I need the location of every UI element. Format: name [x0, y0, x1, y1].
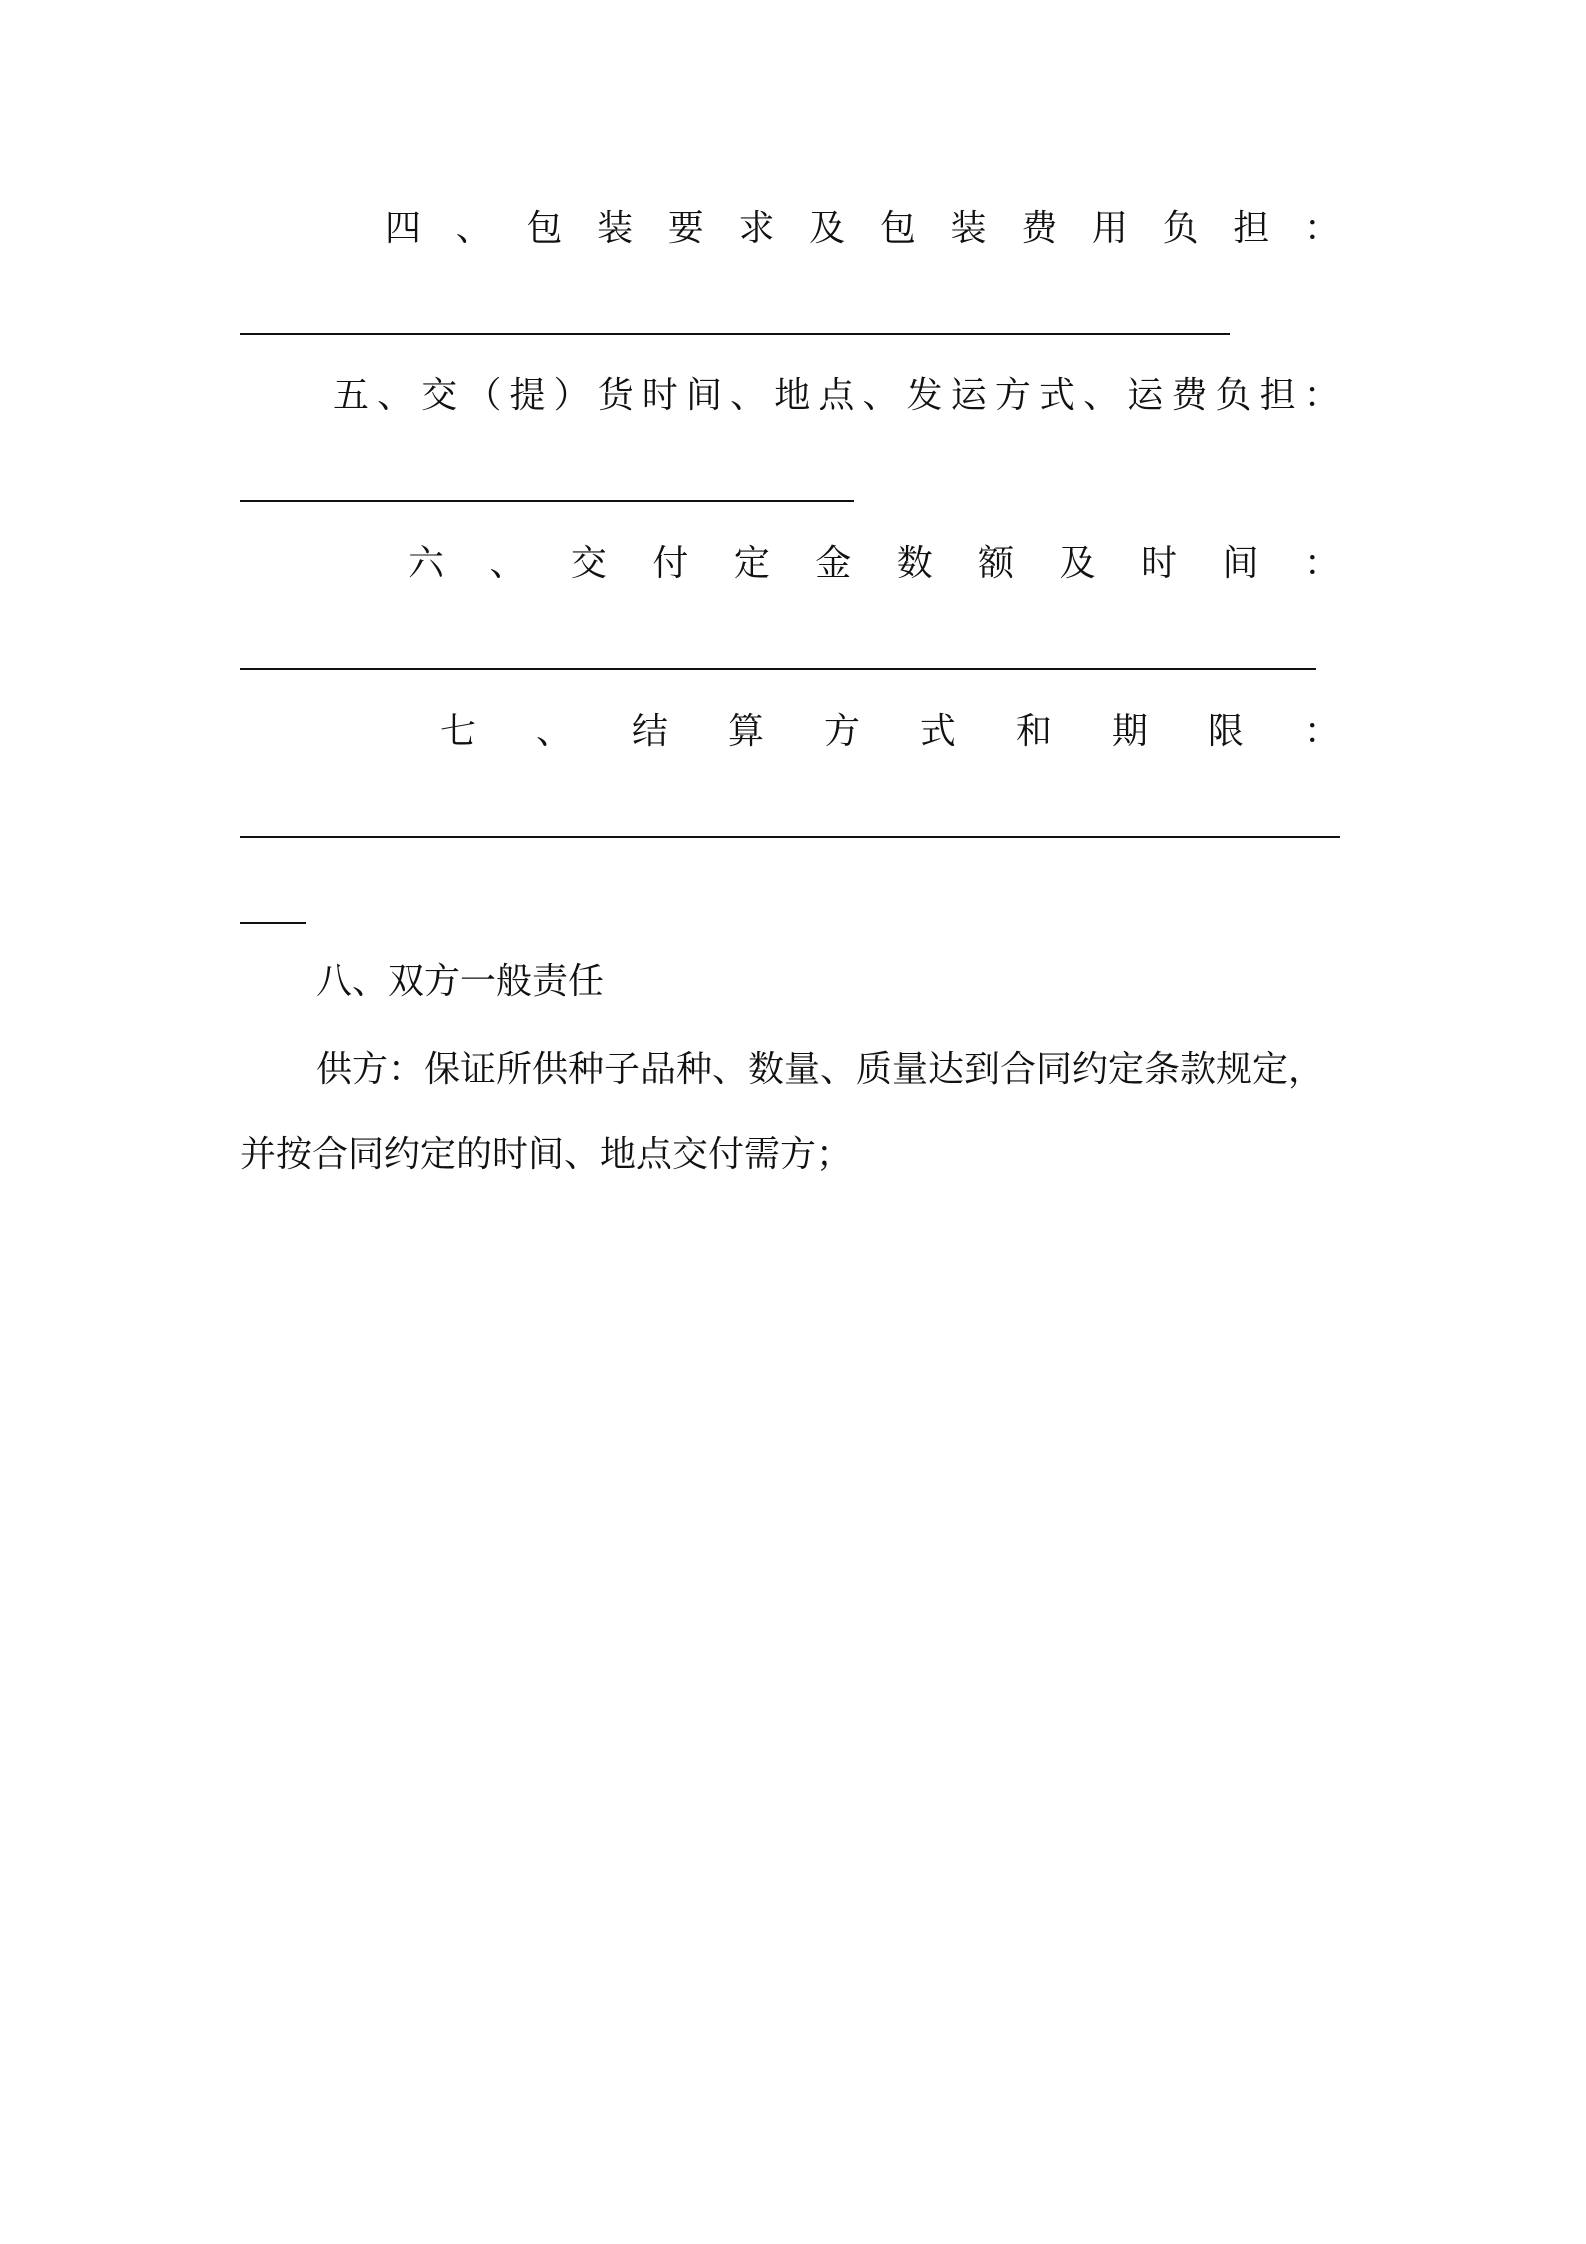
heading-char: 运 [950, 375, 987, 416]
heading-char: 包 [879, 208, 916, 249]
heading-char: ： [1303, 208, 1340, 249]
heading-char: 结 [631, 711, 668, 752]
heading-char: 提 [509, 375, 546, 416]
heading-char: 担 [1259, 375, 1296, 416]
heading-char: 要 [667, 208, 704, 249]
heading-char: 交 [570, 543, 607, 584]
heading-char: 包 [526, 208, 563, 249]
heading-char: 求 [738, 208, 775, 249]
heading-char: 限 [1207, 711, 1244, 752]
supplier-obligation-paragraph: 供方：保证所供种子品种、数量、质量达到合同约定条款规定，并按合同约定的时间、地点交付需方； [240, 1049, 1325, 1175]
heading-char: 时 [641, 375, 678, 416]
heading-char: 、 [377, 375, 414, 416]
heading-char: 货 [597, 375, 634, 416]
heading-char: 式 [1039, 375, 1076, 416]
heading-char: 点 [818, 375, 855, 416]
heading-char: ： [1303, 711, 1340, 752]
heading-char: 担 [1233, 208, 1270, 249]
heading-char: 、 [862, 375, 899, 416]
heading-char: 期 [1111, 711, 1148, 752]
section-5-fill-line [240, 500, 854, 502]
heading-char: 式 [919, 711, 956, 752]
heading-char: 额 [978, 543, 1015, 584]
heading-char: 及 [1059, 543, 1096, 584]
heading-char: 负 [1215, 375, 1252, 416]
heading-char: 间 [1222, 543, 1259, 584]
heading-char: 七 [440, 711, 477, 752]
heading-char: 四 [385, 208, 422, 249]
heading-char: 方 [994, 375, 1031, 416]
heading-char: 金 [815, 543, 852, 584]
heading-char: 交 [421, 375, 458, 416]
heading-char: 时 [1141, 543, 1178, 584]
section-4-heading [385, 205, 1340, 253]
heading-char: 装 [597, 208, 634, 249]
section-6-fill-line [240, 668, 1316, 670]
section-7-fill-line-1 [240, 836, 1340, 838]
heading-char: 间 [686, 375, 723, 416]
section-7-fill-line-2 [240, 922, 306, 924]
heading-char: 算 [727, 711, 764, 752]
heading-char: 、 [489, 543, 526, 584]
section-4-fill-line [240, 333, 1230, 335]
section-8-heading: 八、双方一般责任 [316, 961, 605, 1002]
heading-char: 装 [950, 208, 987, 249]
heading-char: 、 [455, 208, 492, 249]
heading-char: 、 [1083, 375, 1120, 416]
heading-char: 运 [1127, 375, 1164, 416]
section-7-heading [440, 708, 1340, 756]
heading-char: 数 [896, 543, 933, 584]
heading-char: （ [465, 375, 502, 416]
heading-char: 发 [906, 375, 943, 416]
heading-char: ： [1303, 543, 1340, 584]
heading-char: 用 [1091, 208, 1128, 249]
heading-char: 付 [652, 543, 689, 584]
heading-char: 费 [1171, 375, 1208, 416]
heading-char: ） [553, 375, 590, 416]
heading-char: 费 [1021, 208, 1058, 249]
heading-char: 、 [535, 711, 572, 752]
heading-char: ： [1303, 375, 1340, 416]
section-6-heading [408, 540, 1340, 588]
section-5-heading [333, 372, 1340, 420]
heading-char: 地 [774, 375, 811, 416]
heading-char: 和 [1015, 711, 1052, 752]
heading-char: 、 [730, 375, 767, 416]
heading-char: 六 [408, 543, 445, 584]
heading-char: 五 [333, 375, 370, 416]
heading-char: 定 [733, 543, 770, 584]
heading-char: 负 [1162, 208, 1199, 249]
heading-char: 及 [809, 208, 846, 249]
heading-char: 方 [823, 711, 860, 752]
